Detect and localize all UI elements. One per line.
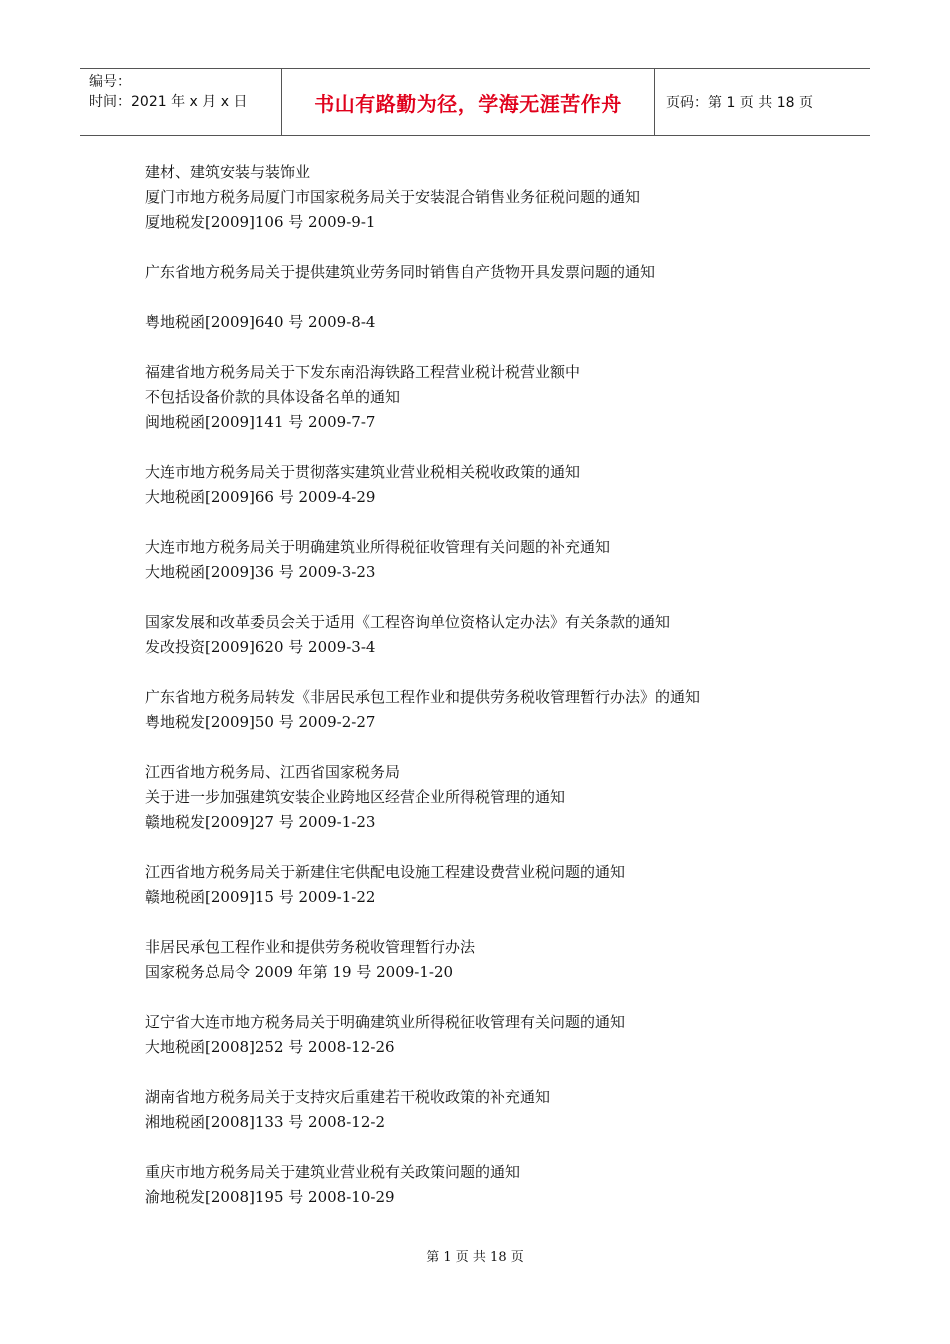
document-entry	[145, 610, 845, 660]
header-page-cell	[655, 69, 870, 135]
entry-line: 湖南省地方税务局关于支持灾后重建若干税收政策的补充通知	[145, 1088, 551, 1106]
entry-line: 赣地税函[2009]15 号 2009-1-22	[145, 888, 376, 906]
entry-line: 大连市地方税务局关于明确建筑业所得税征收管理有关问题的补充通知	[145, 538, 611, 556]
header-motto: 书山有路勤为径，学海无涯苦作舟	[314, 91, 622, 116]
entry-spacer	[145, 835, 845, 860]
entry-line: 辽宁省大连市地方税务局关于明确建筑业所得税征收管理有关问题的通知	[145, 1013, 626, 1031]
entry-spacer	[145, 435, 845, 460]
entry-line: 非居民承包工程作业和提供劳务税收管理暂行办法	[145, 938, 476, 956]
entry-spacer	[145, 235, 845, 260]
entry-line: 大地税函[2008]252 号 2008-12-26	[145, 1038, 395, 1056]
document-entry	[145, 460, 845, 510]
entry-line: 厦门市地方税务局厦门市国家税务局关于安装混合销售业务征税问题的通知	[145, 188, 641, 206]
entry-line: 江西省地方税务局、江西省国家税务局	[145, 763, 401, 781]
page-header	[80, 68, 870, 136]
entry-line: 厦地税发[2009]106 号 2009-9-1	[145, 213, 376, 231]
entry-line: 国家税务总局令 2009 年第 19 号 2009-1-20	[145, 963, 454, 981]
document-entry	[145, 1010, 845, 1060]
entry-spacer	[145, 910, 845, 935]
entry-line: 发改投资[2009]620 号 2009-3-4	[145, 638, 376, 656]
document-time-label: 时间：2021 年 x 月 x 日	[89, 94, 248, 110]
entry-line: 大地税函[2009]36 号 2009-3-23	[145, 563, 376, 581]
entry-spacer	[145, 735, 845, 760]
entry-line: 赣地税发[2009]27 号 2009-1-23	[145, 813, 376, 831]
document-entry	[145, 1160, 845, 1210]
entry-line: 不包括设备价款的具体设备名单的通知	[145, 388, 401, 406]
entry-line: 大连市地方税务局关于贯彻落实建筑业营业税相关税收政策的通知	[145, 463, 581, 481]
document-entry	[145, 260, 845, 335]
entry-line: 关于进一步加强建筑安装企业跨地区经营企业所得税管理的通知	[145, 788, 566, 806]
entry-line: 国家发展和改革委员会关于适用《工程咨询单位资格认定办法》有关条款的通知	[145, 613, 671, 631]
document-entry	[145, 1085, 845, 1135]
page-footer: 第 1 页 共 18 页	[426, 1250, 524, 1265]
document-entry	[145, 685, 845, 735]
entry-line: 重庆市地方税务局关于建筑业营业税有关政策问题的通知	[145, 1163, 521, 1181]
document-entry	[145, 360, 845, 435]
document-body	[145, 160, 845, 1210]
document-entry	[145, 760, 845, 835]
entry-spacer	[145, 585, 845, 610]
entry-line: 福建省地方税务局关于下发东南沿海铁路工程营业税计税营业额中	[145, 363, 581, 381]
entry-line	[145, 285, 845, 310]
entry-line: 江西省地方税务局关于新建住宅供配电设施工程建设费营业税问题的通知	[145, 863, 626, 881]
entry-line: 广东省地方税务局转发《非居民承包工程作业和提供劳务税收管理暂行办法》的通知	[145, 688, 701, 706]
entry-spacer	[145, 1135, 845, 1160]
entry-spacer	[145, 985, 845, 1010]
document-entry	[145, 935, 845, 985]
entry-line: 闽地税函[2009]141 号 2009-7-7	[145, 413, 376, 431]
entry-spacer	[145, 335, 845, 360]
entry-spacer	[145, 1060, 845, 1085]
document-number-label: 编号：	[89, 74, 131, 90]
entry-line: 广东省地方税务局关于提供建筑业劳务同时销售自产货物开具发票问题的通知	[145, 263, 656, 281]
entry-line: 湘地税函[2008]133 号 2008-12-2	[145, 1113, 385, 1131]
section-title: 建材、建筑安装与装饰业	[145, 163, 311, 181]
document-entry	[145, 535, 845, 585]
document-entry	[145, 860, 845, 910]
entry-line: 粤地税发[2009]50 号 2009-2-27	[145, 713, 376, 731]
entry-line: 渝地税发[2008]195 号 2008-10-29	[145, 1188, 395, 1206]
header-motto-cell	[282, 69, 655, 135]
header-meta	[80, 69, 282, 135]
entry-line: 粤地税函[2009]640 号 2009-8-4	[145, 313, 376, 331]
entry-spacer	[145, 510, 845, 535]
entry-spacer	[145, 660, 845, 685]
header-page-label: 页码：第 1 页 共 18 页	[666, 95, 813, 111]
entry-line: 大地税函[2009]66 号 2009-4-29	[145, 488, 376, 506]
document-entry	[145, 185, 845, 235]
